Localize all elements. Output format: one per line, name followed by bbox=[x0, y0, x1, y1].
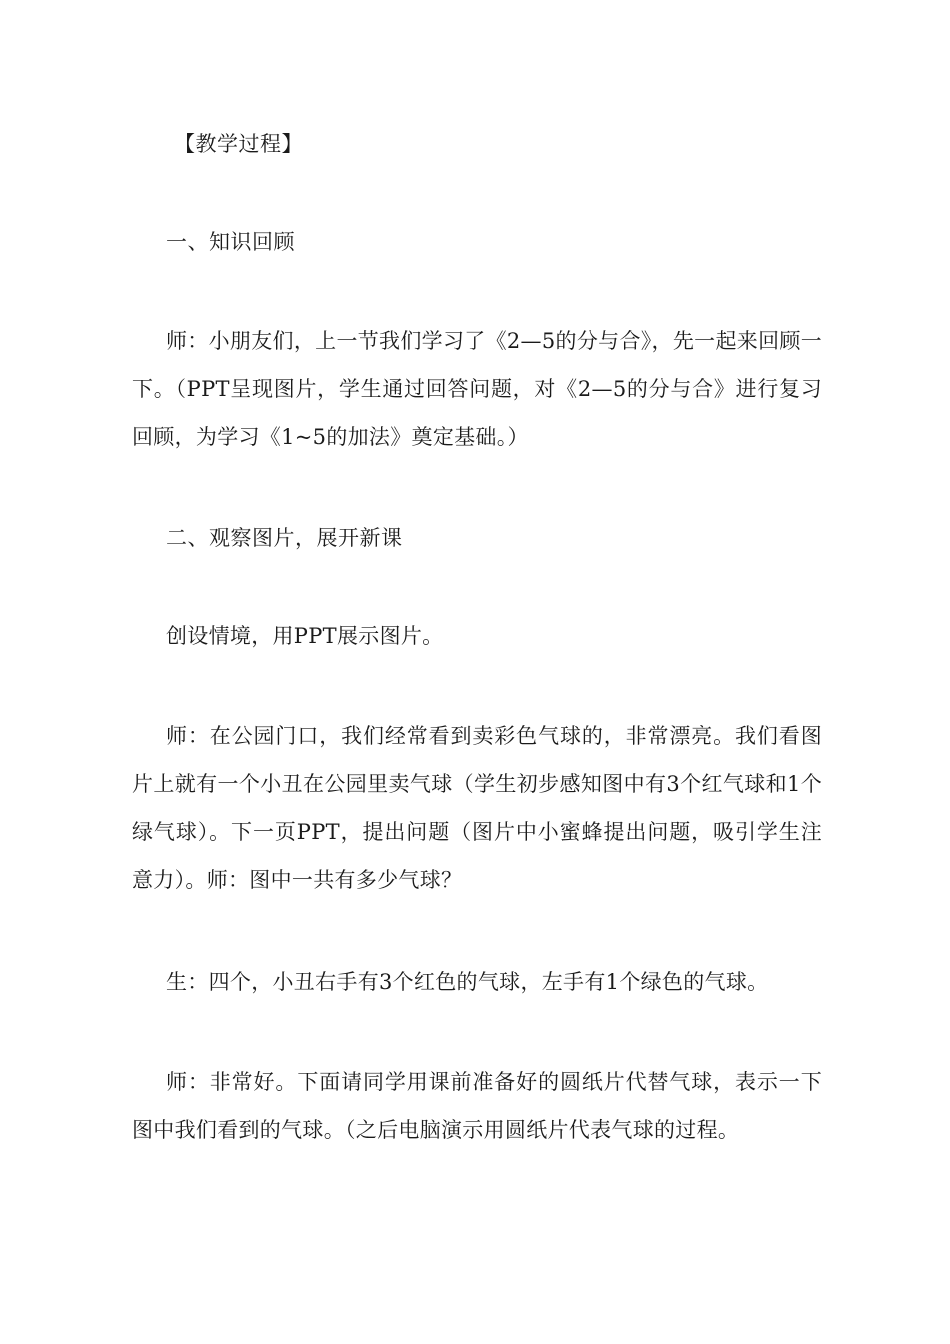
paragraph-create-scenario: 创设情境，用PPT展示图片。 bbox=[166, 624, 444, 648]
section-heading-observe-pictures: 二、观察图片，展开新课 bbox=[166, 526, 403, 550]
paragraph-student-answer: 生：四个，小丑右手有3个红色的气球，左手有1个绿色的气球。 bbox=[166, 970, 769, 994]
paragraph-teacher-balloons: 师：在公园门口，我们经常看到卖彩色气球的，非常漂亮。我们看图片上就有一个小丑在公园里卖气球（学生初步感知图中有3个红气球和1个绿气球）。下一页PPT，提出问题（图片中小蜜蜂提出问题，吸引学生注意力）。师：图中一共有多少气球？ bbox=[132, 724, 822, 892]
paragraph-teacher-paper-circles: 师：非常好。下面请同学用课前准备好的圆纸片代替气球，表示一下图中我们看到的气球。（之后电脑演示用圆纸片代表气球的过程。 bbox=[132, 1070, 822, 1142]
paragraph-review: 师：小朋友们，上一节我们学习了《2—5的分与合》，先一起来回顾一下。（PPT呈现图片，学生通过回答问题，对《2—5的分与合》进行复习回顾，为学习《1~5的加法》奠定基础。） bbox=[132, 329, 822, 449]
section-heading-knowledge-review: 一、知识回顾 bbox=[166, 230, 295, 254]
section-title: 【教学过程】 bbox=[174, 132, 303, 156]
